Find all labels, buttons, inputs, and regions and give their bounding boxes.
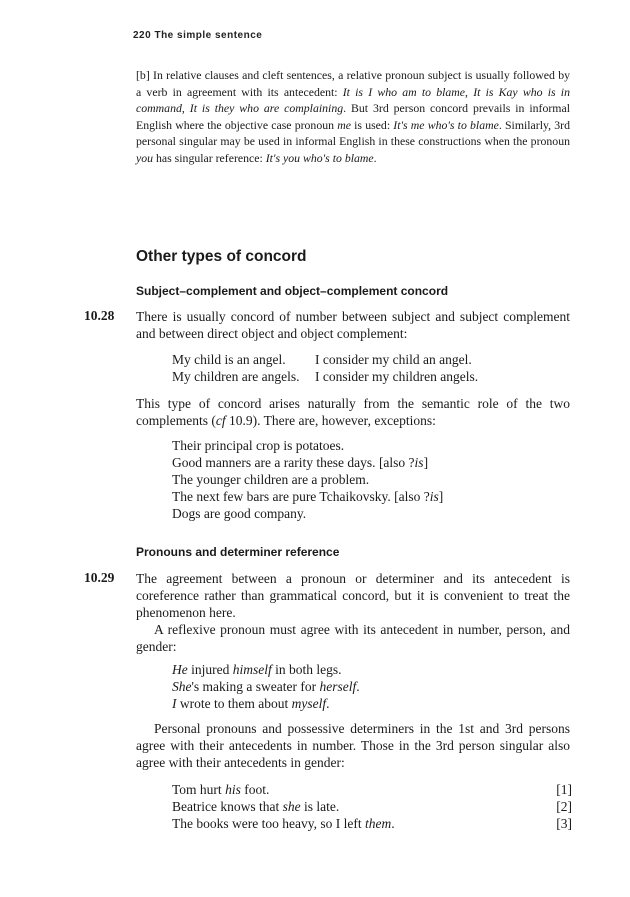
- italic-segment: is: [429, 489, 439, 504]
- reflexive-example: [172, 661, 360, 678]
- exception-note: [also ?is]: [394, 489, 444, 504]
- italic-segment: his: [225, 782, 241, 797]
- numbered-example: [172, 798, 572, 815]
- running-head: 220 The simple sentence: [133, 30, 263, 41]
- example-left: My children are angels.: [172, 369, 300, 384]
- italic-segment: himself: [232, 662, 272, 677]
- example-number: [3]: [556, 816, 572, 831]
- text-segment: 's making a sweater for: [191, 679, 320, 694]
- exception-text: The younger children are a problem.: [172, 472, 370, 487]
- exception-line: [172, 437, 443, 454]
- exception-text: Their principal crop is potatoes.: [172, 438, 345, 453]
- italic-segment: It's me who's to blame: [393, 117, 499, 132]
- italic-segment: She: [172, 679, 192, 694]
- example-right: I consider my children angels.: [315, 369, 479, 384]
- italic-segment: you: [136, 150, 154, 165]
- text-segment: .: [326, 696, 330, 711]
- paragraph-10-29-personal: Personal pronouns and possessive determiners in the 1st and 3rd persons agree with their antecedents in number. Those in the 3rd person singular also agree with their antecedents in gender:: [136, 721, 570, 770]
- italic-segment: herself: [319, 679, 357, 694]
- numbered-examples: [172, 781, 572, 832]
- reflexive-example: [172, 678, 360, 695]
- reflexive-example: [172, 695, 360, 712]
- note-b: [136, 67, 570, 167]
- section-number-10-29: 10.29: [84, 570, 115, 585]
- italic-segment: myself: [291, 696, 327, 711]
- italic-segment: It is Kay who is in command: [136, 84, 570, 116]
- example-left: My child is an angel.: [172, 352, 286, 367]
- exception-line: [172, 454, 443, 471]
- text-segment: . But 3rd person concord prevails in informal English where the objective case pronoun: [136, 101, 570, 132]
- italic-segment: He: [172, 662, 188, 677]
- text-segment: ,: [181, 101, 190, 116]
- section-number-10-28: 10.28: [84, 308, 115, 323]
- note-b-label: [b]: [136, 68, 150, 82]
- example-row: [172, 351, 472, 368]
- text-segment: .: [373, 150, 377, 165]
- exception-line: [172, 488, 443, 505]
- example-number: [1]: [556, 782, 572, 797]
- subsection-title-pronoun-reference: Pronouns and determiner reference: [136, 545, 340, 559]
- text-segment: foot.: [240, 782, 270, 797]
- text-segment: ,: [465, 84, 474, 99]
- text-segment: Beatrice knows that: [172, 799, 283, 814]
- text-segment: The books were too heavy, so I left: [172, 816, 365, 831]
- paragraph-10-29-reflexive: A reflexive pronoun must agree with its antecedent in number, person, and gender:: [136, 622, 570, 654]
- text-segment: In relative clauses and cleft sentences, a relative pronoun subject is usually followed by a verb in agreement with its antecedent:: [136, 68, 570, 99]
- text-segment: .: [391, 816, 395, 831]
- exception-line: [172, 505, 443, 522]
- text-segment: is used:: [350, 117, 394, 132]
- exception-text: Good manners are a rarity these days.: [172, 455, 379, 470]
- note-b-body: [136, 68, 570, 165]
- text-segment: wrote to them about: [176, 696, 292, 711]
- italic-segment: is: [414, 455, 424, 470]
- text-segment: . Similarly, 3rd personal singular may be used in informal English in these constructions when the pronoun: [136, 117, 570, 149]
- exception-line: [172, 471, 443, 488]
- numbered-example: [172, 781, 572, 798]
- example-right: I consider my child an angel.: [315, 352, 472, 367]
- exception-examples: [172, 437, 443, 522]
- text-segment: .: [356, 679, 360, 694]
- numbered-example: [172, 815, 572, 832]
- text-segment: is late.: [300, 799, 340, 814]
- exception-text: The next few bars are pure Tchaikovsky.: [172, 489, 395, 504]
- text-segment: has singular reference:: [153, 150, 266, 165]
- exception-note: [also ?is]: [378, 455, 429, 470]
- example-row: [172, 368, 479, 385]
- exception-text: Dogs are good company.: [172, 506, 307, 521]
- example-number: [2]: [556, 799, 572, 814]
- reflexive-examples: [172, 661, 360, 712]
- text-segment: Tom hurt: [172, 782, 226, 797]
- italic-segment: It is they who are complaining: [189, 101, 344, 116]
- italic-segment: It's you who's to blame: [265, 150, 374, 165]
- section-title: Other types of concord: [136, 248, 307, 265]
- italic-segment: me: [337, 117, 351, 132]
- paragraph-10-29-intro: The agreement between a pronoun or determiner and its antecedent is coreference rather than grammatical concord, but it is convenient to treat the phenomenon here.: [136, 571, 570, 620]
- text-segment: in both legs.: [271, 662, 342, 677]
- paragraph-10-28-exceptions: This type of concord arises naturally from the semantic role of the two complements (cf 10.9). There are, however, exceptions:: [136, 396, 570, 428]
- concord-examples: [172, 351, 479, 385]
- italic-segment: them: [364, 816, 392, 831]
- italic-segment: she: [282, 799, 301, 814]
- subsection-title-complement-concord: Subject–complement and object–complement concord: [136, 284, 449, 298]
- text-segment: injured: [187, 662, 233, 677]
- italic-segment: cf: [215, 413, 226, 428]
- italic-segment: It is I who am to blame: [342, 84, 466, 99]
- italic-segment: I: [172, 696, 177, 711]
- paragraph-10-28-intro: There is usually concord of number between subject and subject complement and between direct object and object complement:: [136, 309, 570, 341]
